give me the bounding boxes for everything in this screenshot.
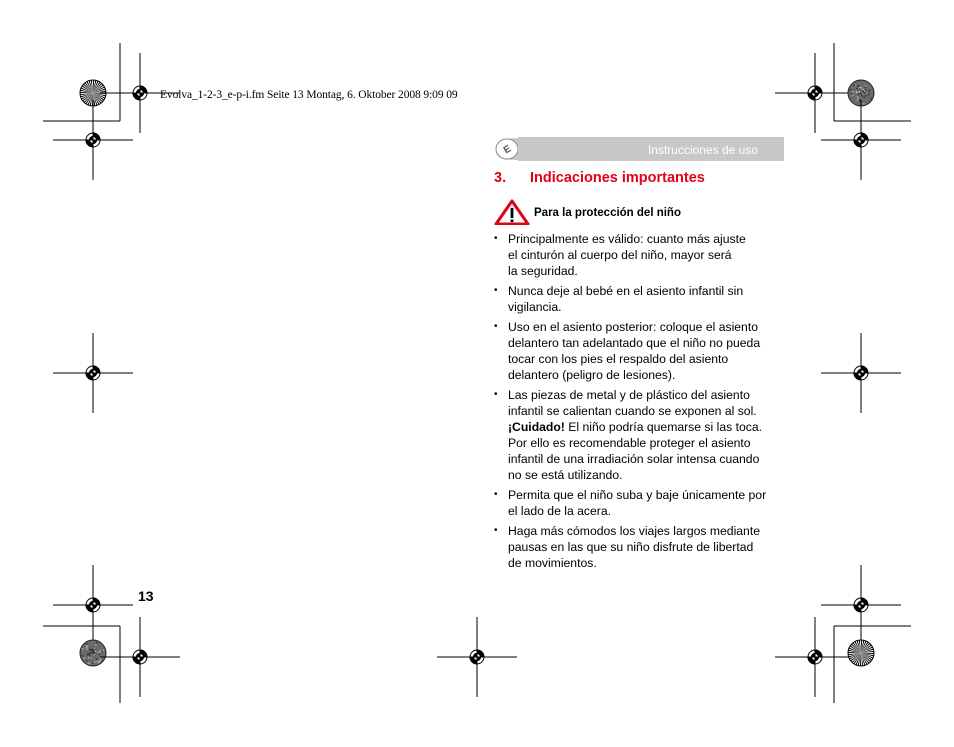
caution-label: ¡Cuidado! xyxy=(508,420,565,434)
file-info-line: Evolva_1-2-3_e-p-i.fm Seite 13 Montag, 6. Oktober 2008 9:09 09 xyxy=(160,89,458,101)
registration-target xyxy=(775,617,855,697)
header-title: Instrucciones de uso xyxy=(647,143,758,157)
header-bar xyxy=(494,137,784,161)
registration-target xyxy=(821,333,901,413)
registration-target xyxy=(821,100,901,180)
registration-target xyxy=(53,333,133,413)
registration-target xyxy=(437,617,517,697)
list-item: • Haga más cómodos los viajes largos mediante pausas en las que su niño disfrute de libertad de movimientos. xyxy=(494,524,760,570)
list-item: • Permita que el niño suba y baje únicamente por el lado de la acera. xyxy=(494,488,767,518)
language-badge-icon xyxy=(494,137,518,161)
bullet-list xyxy=(494,231,789,575)
registration-target xyxy=(100,617,180,697)
section-title: Indicaciones importantes xyxy=(530,170,705,186)
list-item: • Principalmente es válido: cuanto más ajuste el cinturón al cuerpo del niño, mayor será la seguridad. xyxy=(494,232,746,278)
section-number: 3. xyxy=(494,170,507,186)
list-item: • Uso en el asiento posterior: coloque el asiento delantero tan adelantado que el niño no pueda tocar con los pies el respaldo del asiento delantero (peligro de lesiones). xyxy=(494,320,761,382)
section-heading xyxy=(494,170,705,186)
starburst-mark xyxy=(848,640,874,666)
gray-density-mark xyxy=(80,640,106,666)
list-item: • Las piezas de metal y de plástico del asiento infantil se calientan cuando se exponen al sol. ¡Cuidado! El niño podría quemarse si las toca. Por ello es recomendable proteger el asiento infantil de una irradiación solar intensa cuando no se está utilizando. xyxy=(494,388,763,482)
registration-target xyxy=(53,100,133,180)
page-number: 13 xyxy=(138,588,154,604)
warning-triangle-icon xyxy=(494,199,530,225)
language-badge-letter: E xyxy=(501,143,514,157)
list-item: • Nunca deje al bebé en el asiento infantil sin vigilancia. xyxy=(494,284,744,314)
registration-target xyxy=(53,565,133,645)
warning-heading: Para la protección del niño xyxy=(534,207,681,219)
registration-target xyxy=(821,565,901,645)
